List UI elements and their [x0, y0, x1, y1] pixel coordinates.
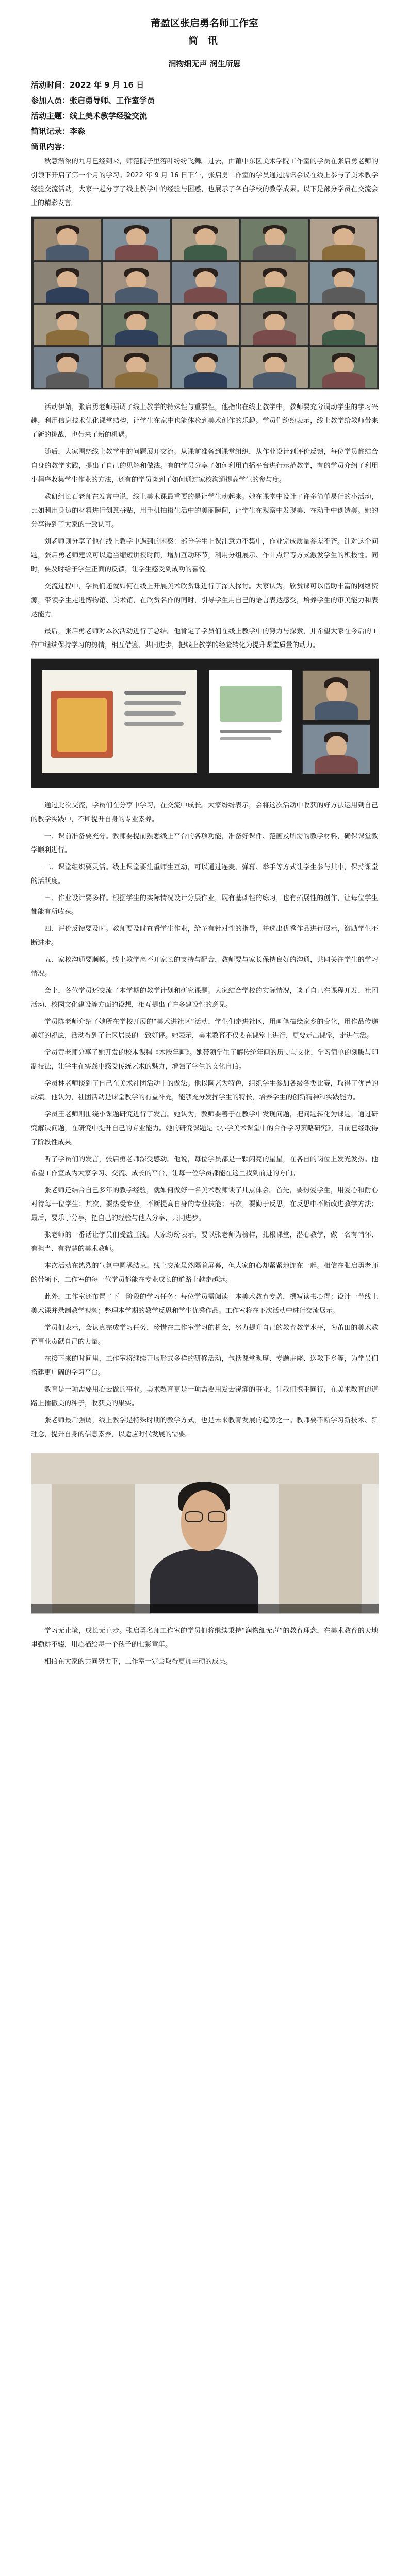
participant-video-tile	[34, 219, 102, 261]
participant-video-tile	[240, 219, 308, 261]
content-label: 简讯内容：	[31, 142, 70, 151]
participant-video-tile	[302, 670, 370, 720]
body-paragraph: 秋意渐浓的九月已经到来，师范院子里落叶纷纷飞舞。过去，由莆中东区美术学院工作室的学员在张启勇老师的引领下开启了第一个月的学习。2022 年 9 月 16 日下午，张启勇工作室的学员通过腾讯会议在线上参与了美术教学经验交流活动，大家一起分享了线上教学中的经验与困惑，也展示了各自学校的教学成果。以下是部分学员在交流会上的精彩发言。	[31, 158, 378, 207]
screen-share-photo	[31, 658, 379, 788]
summary-paragraphs	[31, 799, 378, 981]
teacher-webcam-photo	[31, 1453, 379, 1614]
artwork-detail	[57, 698, 107, 752]
closing-paragraphs	[31, 1624, 378, 1669]
participant-video-tile	[103, 262, 171, 303]
slide-text-line	[124, 722, 184, 726]
body-paragraph: 张老师还结合自己多年的教学经验，就如何做好一名美术教师谈了几点体会。首先，要热爱学生，用爱心和耐心对待每一位学生；其次，要热爱专业，不断提高自身的专业技能；再次，要勤于反思，在反思中不断改进教学方法；最后，要乐于分享，把自己的经验与他人分享，共同进步。	[31, 1187, 378, 1222]
body-paragraph: 二、课堂组织要灵活。线上课堂要注重师生互动，可以通过连麦、弹幕、举手等方式让学生参与其中，保持课堂的活跃度。	[31, 863, 378, 885]
participant-video-tile	[172, 304, 240, 346]
participant-video-tile	[103, 347, 171, 388]
participant-video-tile	[103, 219, 171, 261]
slide-middle	[209, 670, 292, 773]
discussion-paragraphs	[31, 400, 378, 652]
body-paragraph: 本次活动在热烈的气氛中圆满结束。线上交流虽然隔着屏幕，但大家的心却紧紧地连在一起。相信在张启勇老师的带领下，工作室的每一位学员都能在专业成长的道路上越走越远。	[31, 1262, 378, 1284]
participant-video-tile	[240, 304, 308, 346]
video-meeting-grid-photo	[31, 216, 379, 390]
slide-text-line	[220, 730, 282, 733]
slide-text-line	[124, 701, 181, 705]
glasses-left-lens	[185, 1511, 203, 1522]
video-controls-bar	[31, 1604, 379, 1613]
body-paragraph: 学员王老师则围绕小课题研究进行了发言。她认为，教师要善于在教学中发现问题，把问题转化为课题，通过研究解决问题，在研究中提升自己的专业能力。她的研究课题是《小学美术课堂中的合作学习策略研究》，目前已经取得了阶段性成果。	[31, 1111, 378, 1146]
body-paragraph: 教育是一项需要用心去做的事业。美术教育更是一项需要用爱去浇灌的事业。让我们携手同行，在美术教育的道路上播撒美的种子，收获美的果实。	[31, 1386, 378, 1408]
body-paragraph: 教研组长石老师在发言中说，线上美术课最重要的是让学生动起来。她在课堂中设计了许多简单易行的小活动，比如利用身边的材料进行创意拼贴，用手机拍摄生活中的美丽瞬间，让学生在观察中发现美、在动手中创造美。她的分享得到了大家的一致认可。	[31, 493, 378, 529]
slide-text-line	[220, 737, 271, 740]
participant-video-tile	[240, 262, 308, 303]
glasses-right-lens	[208, 1511, 225, 1522]
body-paragraph: 学员陈老师介绍了她所在学校开展的“美术进社区”活动，学生们走进社区，用画笔描绘家乡的变化，用作品传递美好的祝愿，活动得到了社区居民的一致好评。她表示，美术教育不仅要在课堂上进行，更要走出课堂，走进生活。	[31, 1018, 378, 1040]
body-paragraph: 随后，大家围绕线上教学中的问题展开交流。从课前准备到课堂组织，从作业设计到评价反馈，每位学员都结合自身的教学实践，提出了自己的见解和做法。有的学员分享了如何利用直播平台进行示范教学，有的学员介绍了利用小程序收集学生作业的方法，还有的学员谈到了如何通过家校沟通提高学生的参与度。	[31, 448, 378, 484]
slide-left	[42, 670, 197, 773]
body-paragraph: 学员黄老师分享了她开发的校本课程《木版年画》。她带领学生了解传统年画的历史与文化，学习简单的刻版与印制技法，让学生在实践中感受传统艺术的魅力，增强了学生的文化自信。	[31, 1049, 378, 1071]
body-paragraph: 活动伊始，张启勇老师强调了线上教学的特殊性与重要性，他指出在线上教学中，教师要充分调动学生的学习兴趣，利用信息技术优化课堂结构，让学生在家中也能体验到美术创作的乐趣。学员们纷纷表示，线上教学给教师带来了新的挑战，也带来了新的机遇。	[31, 403, 378, 439]
body-paragraph: 相信在大家的共同努力下，工作室一定会取得更加丰硕的成果。	[44, 1658, 233, 1666]
body-paragraph: 四、评价反馈要及时。教师要及时查看学生作业，给予有针对性的指导，并选出优秀作品进行展示，激励学生不断进步。	[31, 925, 378, 947]
participant-video-tile	[240, 347, 308, 388]
participant-video-tile	[34, 304, 102, 346]
participant-video-tile	[172, 347, 240, 388]
body-paragraph: 会上，各位学员还交流了本学期的教学计划和研究课题。大家结合学校的实际情况，谈了自己在课程开发、社团活动、校园文化建设等方面的设想，相互提出了许多建设性的意见。	[31, 987, 378, 1009]
body-paragraph: 学员林老师谈到了自己在美术社团活动中的做法。他以陶艺为特色，组织学生参加各级各类比赛，取得了优异的成绩。他认为，社团活动是课堂教学的有益补充，能够充分发挥学生的特长，培养学生的创新精神和实践能力。	[31, 1080, 378, 1101]
body-paragraph: 学习无止境，成长无止步。张启勇名师工作室的学员们将继续秉持“润物细无声”的教育理念，在美术教育的天地里勤耕不辍，用心描绘每一个孩子的七彩童年。	[31, 1627, 378, 1649]
activity-time: 活动时间：2022 年 9 月 16 日	[31, 80, 144, 90]
participant-video-tile	[309, 304, 378, 346]
body-paragraph: 五、家校沟通要顺畅。线上教学离不开家长的支持与配合，教师要与家长保持良好的沟通，共同关注学生的学习情况。	[31, 956, 378, 978]
participant-video-tile	[34, 262, 102, 303]
participant-video-tile	[34, 347, 102, 388]
bookshelf-left	[52, 1484, 135, 1613]
participant-video-tile	[309, 262, 378, 303]
participant-video-tile	[309, 347, 378, 388]
member-sharing-paragraphs	[31, 984, 378, 1442]
body-paragraph: 在接下来的时间里，工作室将继续开展形式多样的研修活动，包括课堂观摩、专题讲座、送教下乡等，为学员们搭建更广阔的学习平台。	[31, 1355, 378, 1377]
bookshelf-right	[279, 1484, 362, 1613]
slide-text-line	[124, 691, 186, 695]
participant-video-tile	[309, 219, 378, 261]
body-paragraph: 三、作业设计要多样。根据学生的实际情况设计分层作业，既有基础性的练习，也有拓展性的创作，让每位学生都能有所收获。	[31, 894, 378, 916]
body-paragraph: 此外，工作室还布置了下一阶段的学习任务：每位学员需阅读一本美术教育专著，撰写读书心得；设计一节线上美术课并录制教学视频；整理本学期的教学反思和学生优秀作品。工作室将在下次活动中进行交流展示。	[31, 1293, 378, 1315]
body-paragraph: 刘老师则分享了他在线上教学中遇到的困惑：部分学生上课注意力不集中，作业完成质量参差不齐。针对这个问题，张启勇老师建议可以适当缩短讲授时间，增加互动环节，利用分组展示、作品点评等方式激发学生的积极性。同时，要及时给予学生正面的反馈，让学生感受到成功的喜悦。	[31, 538, 378, 573]
body-paragraph: 听了学员们的发言，张启勇老师深受感动。他说，每位学员都是一颗闪亮的星星，在各自的岗位上发光发热。他希望工作室成为大家学习、交流、成长的平台，让每一位学员都能在这里找到前进的方向。	[31, 1156, 378, 1177]
body-paragraph: 张老师最后强调，线上教学是特殊时期的教学方式，也是未来教育发展的趋势之一。教师要不断学习新技术、新理念，提升自身的信息素养，以适应时代发展的需要。	[31, 1417, 378, 1438]
body-paragraph: 最后，张启勇老师对本次活动进行了总结。他肯定了学员们在线上教学中的努力与探索，并希望大家在今后的工作中继续保持学习的热情，相互借鉴、共同进步，把线上教学的经验转化为提升课堂质量的动力。	[31, 628, 378, 649]
body-paragraph: 交流过程中，学员们还就如何在线上开展美术欣赏课进行了深入探讨。大家认为，欣赏课可以借助丰富的网络资源，带领学生走进博物馆、美术馆，在欣赏名作的同时，引导学生用自己的语言表达感受，培养学生的审美能力和表达能力。	[31, 583, 378, 618]
bulletin-subtitle: 润物细无声 润生所思	[168, 59, 241, 69]
body-paragraph: 通过此次交流，学员们在分享中学习，在交流中成长。大家纷纷表示，会将这次活动中收获的好方法运用到自己的教学实践中，不断提升自身的专业素养。	[31, 802, 378, 823]
participant-video-tile	[302, 724, 370, 774]
document-body	[31, 15, 378, 1672]
body-paragraph: 学员们表示，会认真完成学习任务，珍惜在工作室学习的机会，努力提升自己的教育教学水平，为莆田的美术教育事业贡献自己的力量。	[31, 1324, 378, 1346]
participant-video-tile	[172, 219, 240, 261]
body-paragraph: 一、课前准备要充分。教师要提前熟悉线上平台的各项功能，准备好课件、范画及所需的教学材料，确保课堂教学顺利进行。	[31, 833, 378, 854]
artwork-image	[220, 686, 282, 722]
participants: 参加人员：张启勇导师、工作室学员	[31, 96, 155, 105]
studio-title: 莆盈区张启勇名师工作室	[150, 18, 258, 29]
body-paragraph: 张老师的一番话让学员们受益匪浅。大家纷纷表示，要以张老师为榜样，扎根课堂，潜心教学，做一名有情怀、有担当、有智慧的美术教师。	[31, 1231, 378, 1253]
participant-video-tile	[172, 262, 240, 303]
bulletin-title: 简 讯	[188, 35, 221, 46]
activity-theme: 活动主题：线上美术教学经验交流	[31, 111, 148, 121]
intro-paragraphs	[31, 155, 378, 210]
slide-text-line	[124, 711, 176, 716]
participant-video-tile	[103, 304, 171, 346]
wall-background	[31, 1453, 379, 1484]
reporter: 简讯记录：李淼	[31, 127, 86, 136]
